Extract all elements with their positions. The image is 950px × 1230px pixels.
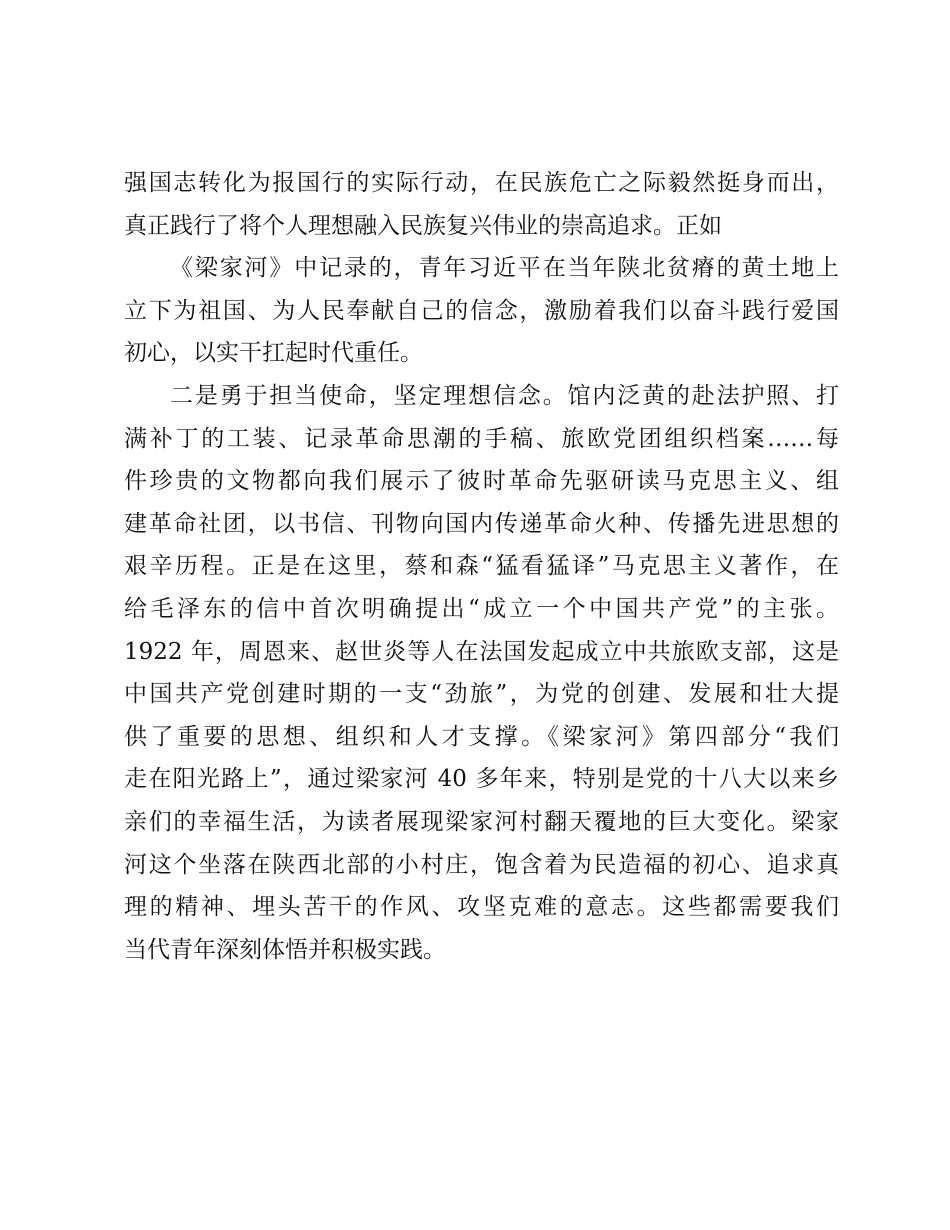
text-line: 中国共产党创建时期的一支“劲旅”，为党的创建、发展和壮大提	[124, 681, 839, 708]
text-line: 立下为祖国、为人民奉献自己的信念，激励着我们以奋斗践行爱国	[124, 297, 839, 324]
text-line: 强国志转化为报国行的实际行动，在民族危亡之际毅然挺身而出，	[124, 170, 839, 196]
text-line: 1922 年，周恩来、赵世炎等人在法国发起成立中共旅欧支部，这是	[124, 638, 839, 665]
text-line: 走在阳光路上”，通过梁家河 40 多年来，特别是党的十八大以来乡	[124, 766, 839, 793]
text-line: 建革命社团，以书信、刊物向国内传递革命火种、传播先进思想的	[124, 510, 839, 537]
text-line: 艰辛历程。正是在这里，蔡和森“猛看猛译”马克思主义著作，在	[124, 553, 839, 580]
body-text	[124, 162, 839, 971]
text-line: 理的精神、埋头苦干的作风、攻坚克难的意志。这些都需要我们	[124, 894, 839, 921]
text-line: 给毛泽东的信中首次明确提出“成立一个中国共产党”的主张。	[124, 595, 839, 622]
text-line: 二是勇于担当使命，坚定理想信念。馆内泛黄的赴法护照、打	[170, 382, 839, 409]
text-line: 满补丁的工装、记录革命思潮的手稿、旅欧党团组织档案……每	[124, 425, 839, 452]
text-line: 亲们的幸福生活，为读者展现梁家河村翻天覆地的巨大变化。梁家	[124, 808, 839, 835]
text-line: 初心，以实干扛起时代重任。	[124, 340, 423, 367]
text-line: 供了重要的思想、组织和人才支撑。《梁家河》第四部分“我们	[124, 723, 839, 750]
text-line: 河这个坐落在陕西北部的小村庄，饱含着为民造福的初心、追求真	[124, 851, 839, 878]
text-line: 件珍贵的文物都向我们展示了彼时革命先驱研读马克思主义、组	[124, 468, 839, 495]
text-line: 《梁家河》中记录的，青年习近平在当年陕北贫瘠的黄土地上	[170, 255, 839, 282]
text-line: 真正践行了将个人理想融入民族复兴伟业的崇高追求。正如	[124, 212, 722, 239]
text-line: 当代青年深刻体悟并积极实践。	[124, 936, 446, 963]
